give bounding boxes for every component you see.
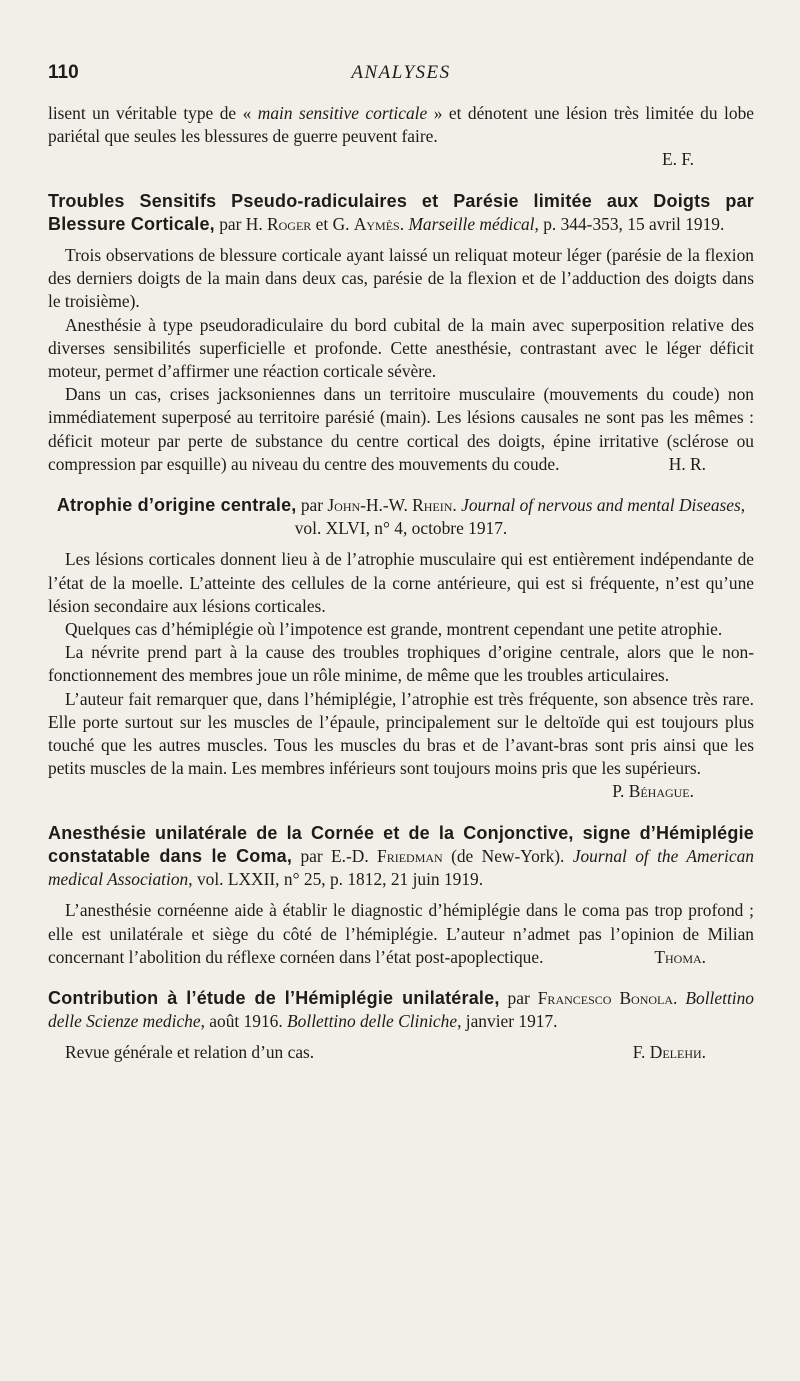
article-paragraph: La névrite prend part à la cause des troubles trophiques d’origine centrale, alors que le non-fonctionnement des membres joue un rôle minime, de même que les troubles articulaires. <box>48 642 754 686</box>
article-paragraph <box>48 383 754 476</box>
intro-paragraph <box>48 102 754 148</box>
author-name: Roger <box>267 213 312 234</box>
journal-name: Bollettino delle Scienze mediche <box>48 987 754 1032</box>
article-signature <box>48 780 754 803</box>
article-citation <box>48 822 754 892</box>
citation-ref: , vol. LXXII, n° 25, p. 1812, 21 juin 1919. <box>188 869 484 890</box>
signature-name: Delени. <box>649 1042 706 1063</box>
article-contribution <box>48 987 754 1065</box>
article-title: Troubles Sensitifs Pseudo-radiculaires et Parésie limitée aux Doigts par Blessure Corticale, <box>48 190 754 234</box>
article-citation <box>48 987 754 1033</box>
article-signature <box>616 1041 754 1064</box>
citation-ref: , p. 344-353, 15 avril 1919. <box>534 213 725 234</box>
intro-text-2: » et dénotent une lésion très limitée du lobe pariétal que seules les blessures de guerre peuvent faire. <box>48 103 754 147</box>
article-citation <box>48 190 754 236</box>
page-header <box>48 62 754 88</box>
article-paragraph <box>48 1041 754 1064</box>
journal-name: Journal of the American medical Association <box>48 845 754 890</box>
citation-ref: , vol. XLVI, n° 4, octobre 1917. <box>294 495 746 539</box>
article-troubles-sensitifs <box>48 190 754 476</box>
article-heading <box>48 494 754 540</box>
article-heading <box>48 190 754 236</box>
intro-signature: E. F. <box>662 149 694 170</box>
article-paragraph: Trois observations de blessure corticale ayant laissé un reliquat moteur léger (parésie de la flexion des derniers doigts de la main dans deux cas, parésie de la flexion et de l’adduction des doigts dans le troisième). <box>48 245 754 312</box>
citation-sep: . <box>399 213 409 234</box>
article-title: Anesthésie unilatérale de la Cornée et de la Conjonctive, signe d’Hémiplégie constatable dans le Coma, <box>48 822 754 866</box>
article-title: Atrophie d’origine centrale, <box>56 495 297 516</box>
article-anesthesie <box>48 822 754 969</box>
citation-by: par <box>214 213 246 234</box>
page-number: 110 <box>48 62 79 83</box>
author-initial: G. <box>332 213 354 234</box>
article-title: Contribution à l’étude de l’Hémiplégie unilatérale, <box>48 987 500 1008</box>
signature-initial: F. <box>632 1042 650 1063</box>
citation-by: par <box>296 495 328 516</box>
article-signature: Thoma. <box>654 946 706 967</box>
author-name: Aymès <box>353 213 400 234</box>
article-paragraph <box>48 899 754 969</box>
citation-sep: . <box>452 495 462 516</box>
article-paragraph: Anesthésie à type pseudoradiculaire du bord cubital de la main avec superposition relative des diverses sensibilités superficielle et profonde. Cette anesthésie, contrastant avec le léger déficit moteur, permet d’affirmer une réaction corticale sévère. <box>48 314 754 382</box>
author-name: John-H.-W. Rhein <box>327 495 453 516</box>
running-title: ANALYSES <box>351 62 451 83</box>
article-paragraph: L’auteur fait remarquer que, dans l’hémiplégie, l’atrophie est très fréquente, son absence très rare. Elle porte surtout sur les muscles de l’épaule, principalement sur le deltoïde qui est toujours plus touché que les autres muscles. Tous les muscles du bras et de l’avant-bras sont pris ainsi que les petits muscles de la main. Les membres inférieurs sont toujours moins pris que les supérieurs. <box>48 688 754 779</box>
citation-ref: , août 1916. <box>200 1011 288 1032</box>
intro-text-1: lisent un véritable type de « <box>48 103 258 123</box>
article-paragraph: Les lésions corticales donnent lieu à de l’atrophie musculaire qui est entièrement indépendante de l’état de la moelle. L’atteinte des cellules de la corne antérieure, qui est si fréquente, n’est qu’une lésion secondaire aux lésions corticales. <box>48 549 754 616</box>
author-name: Friedman <box>377 845 443 866</box>
page <box>48 62 754 1065</box>
author-initial: E.-D. <box>331 845 378 866</box>
signature-name: Béhague. <box>628 781 694 802</box>
article-heading <box>48 987 754 1033</box>
author-affiliation: (de New-York). <box>442 845 573 866</box>
paragraph-text: L’anesthésie cornéenne aide à établir le diagnostic d’hémiplégie dans le coma pas trop profond ; elle est unilatérale et siège du côté de l’hémiplégie. L’auteur n’admet pas l’opinion de Milian concernant l’abolition du réflexe cornéen dans l’état post-apoplectique. <box>48 900 754 967</box>
intro-continuation <box>48 102 754 172</box>
citation-sep: . <box>673 987 686 1008</box>
signature-initial: P. <box>612 781 629 802</box>
intro-text-italic: main sensitive corticale <box>257 103 428 123</box>
article-heading <box>48 822 754 892</box>
citation-by: par <box>499 987 538 1008</box>
journal-name: Bollettino delle Cliniche <box>287 1011 458 1032</box>
paragraph-text: Revue générale et relation d’un cas. <box>65 1042 315 1063</box>
article-signature: H. R. <box>668 453 706 474</box>
author-initial: H. <box>245 213 268 234</box>
article-atrophie <box>48 494 754 804</box>
citation-by: par <box>292 845 332 866</box>
paragraph-text: Dans un cas, crises jacksoniennes dans un territoire musculaire (mouvements du coude) non immédiatement superposé au territoire parésié (main). Les lésions causales ne sont pas les mêmes : déficit moteur par perte de substance du centre cortical des doigts, épine irritative (sclérose ou compression par esquille) au niveau du centre des mouvements du coude. <box>48 384 754 474</box>
citation-and: et <box>311 213 333 234</box>
journal-name: Journal of nervous and mental Diseases <box>461 495 741 516</box>
author-name: Francesco Bonola <box>537 987 674 1008</box>
journal-name: Marseille médical <box>408 213 535 234</box>
article-citation <box>48 494 754 540</box>
citation-ref: , janvier 1917. <box>457 1011 558 1032</box>
article-paragraph: Quelques cas d’hémiplégie où l’impotence est grande, montrent cependant une petite atrophie. <box>65 619 723 640</box>
